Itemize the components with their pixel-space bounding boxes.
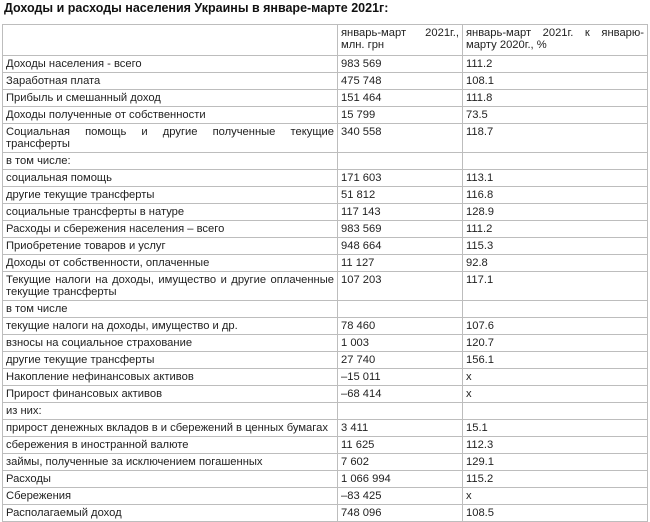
row-label-cell: Сбережения [3,488,338,505]
table-row [3,238,648,255]
row-value-cell: –83 425 [338,488,463,505]
row-label-cell: социальные трансферты в натуре [3,204,338,221]
row-label-cell: текущие налоги на доходы, имущество и др. [3,318,338,335]
row-percent-cell: 115.3 [463,238,648,255]
row-percent-cell: х [463,488,648,505]
row-label-cell: Накопление нефинансовых активов [3,369,338,386]
row-value-cell [338,301,463,318]
table-row [3,124,648,153]
row-percent-cell: 116.8 [463,187,648,204]
row-value-cell: 27 740 [338,352,463,369]
row-label-cell: Приобретение товаров и услуг [3,238,338,255]
row-label-cell: Доходы полученные от собственности [3,107,338,124]
table-row [3,187,648,204]
row-label-cell: займы, полученные за исключением погашенных [3,454,338,471]
row-label-cell: Доходы населения - всего [3,56,338,73]
row-value-cell: 475 748 [338,73,463,90]
row-value-cell: –15 011 [338,369,463,386]
row-percent-cell: 117.1 [463,272,648,301]
table-row [3,420,648,437]
row-value-cell: 151 464 [338,90,463,107]
income-expenses-table [2,24,648,522]
row-percent-cell: 108.1 [463,73,648,90]
table-row [3,221,648,238]
row-label-cell: в том числе: [3,153,338,170]
row-value-cell: 3 411 [338,420,463,437]
table-row [3,335,648,352]
table-row [3,204,648,221]
table-row [3,301,648,318]
row-percent-cell [463,403,648,420]
row-percent-cell: 92.8 [463,255,648,272]
row-label-cell: в том числе [3,301,338,318]
row-percent-cell [463,301,648,318]
row-label-cell: другие текущие трансферты [3,187,338,204]
row-percent-cell: 73.5 [463,107,648,124]
table-row [3,318,648,335]
row-label-cell: Располагаемый доход [3,505,338,522]
row-percent-cell: 128.9 [463,204,648,221]
row-percent-cell: 111.8 [463,90,648,107]
row-value-cell: 1 066 994 [338,471,463,488]
row-percent-cell: 120.7 [463,335,648,352]
row-percent-cell: х [463,369,648,386]
row-value-cell: 948 664 [338,238,463,255]
row-label-cell: взносы на социальное страхование [3,335,338,352]
table-row [3,352,648,369]
table-row [3,272,648,301]
row-value-cell: 171 603 [338,170,463,187]
table-row [3,471,648,488]
table-row [3,73,648,90]
table-row [3,170,648,187]
row-percent-cell: 111.2 [463,56,648,73]
row-label-cell: сбережения в иностранной валюте [3,437,338,454]
table-row [3,56,648,73]
row-label-cell: другие текущие трансферты [3,352,338,369]
table-header-row [3,25,648,56]
row-percent-cell: 107.6 [463,318,648,335]
row-percent-cell: 129.1 [463,454,648,471]
row-value-cell: 983 569 [338,221,463,238]
row-value-cell: –68 414 [338,386,463,403]
row-value-cell: 1 003 [338,335,463,352]
row-value-cell: 11 625 [338,437,463,454]
row-value-cell: 7 602 [338,454,463,471]
header-cell-period-value: январь-март 2021г., млн. грн [338,25,463,56]
row-value-cell: 51 812 [338,187,463,204]
row-percent-cell: 118.7 [463,124,648,153]
row-percent-cell: 108.5 [463,505,648,522]
table-row [3,505,648,522]
row-percent-cell: 115.2 [463,471,648,488]
table-row [3,369,648,386]
row-percent-cell [463,153,648,170]
header-cell-label [3,25,338,56]
row-percent-cell: 111.2 [463,221,648,238]
table-row [3,437,648,454]
row-percent-cell: 15.1 [463,420,648,437]
table-row [3,107,648,124]
table-row [3,488,648,505]
row-label-cell: из них: [3,403,338,420]
table-row [3,454,648,471]
row-value-cell: 107 203 [338,272,463,301]
row-percent-cell: х [463,386,648,403]
row-value-cell: 748 096 [338,505,463,522]
row-value-cell: 78 460 [338,318,463,335]
row-value-cell [338,153,463,170]
header-cell-yoy-percent: январь-март 2021г. к январю-марту 2020г., % [463,25,648,56]
row-percent-cell: 113.1 [463,170,648,187]
row-value-cell [338,403,463,420]
row-value-cell: 11 127 [338,255,463,272]
table-row [3,255,648,272]
row-value-cell: 15 799 [338,107,463,124]
row-value-cell: 340 558 [338,124,463,153]
row-value-cell: 983 569 [338,56,463,73]
row-percent-cell: 156.1 [463,352,648,369]
table-row [3,153,648,170]
row-percent-cell: 112.3 [463,437,648,454]
row-label-cell: социальная помощь [3,170,338,187]
page-title: Доходы и расходы населения Украины в январе-марте 2021г: [4,1,389,15]
table-row [3,403,648,420]
row-label-cell: Расходы и сбережения населения – всего [3,221,338,238]
row-label-cell: Расходы [3,471,338,488]
row-label-cell: Прибыль и смешанный доход [3,90,338,107]
row-label-cell: Социальная помощь и другие полученные текущие трансферты [3,124,338,153]
row-label-cell: Текущие налоги на доходы, имущество и другие оплаченные текущие трансферты [3,272,338,301]
table-body [3,25,648,522]
row-label-cell: Прирост финансовых активов [3,386,338,403]
table-row [3,386,648,403]
table-row [3,90,648,107]
row-value-cell: 117 143 [338,204,463,221]
row-label-cell: Доходы от собственности, оплаченные [3,255,338,272]
row-label-cell: прирост денежных вкладов в и сбережений в ценных бумагах [3,420,338,437]
row-label-cell: Заработная плата [3,73,338,90]
